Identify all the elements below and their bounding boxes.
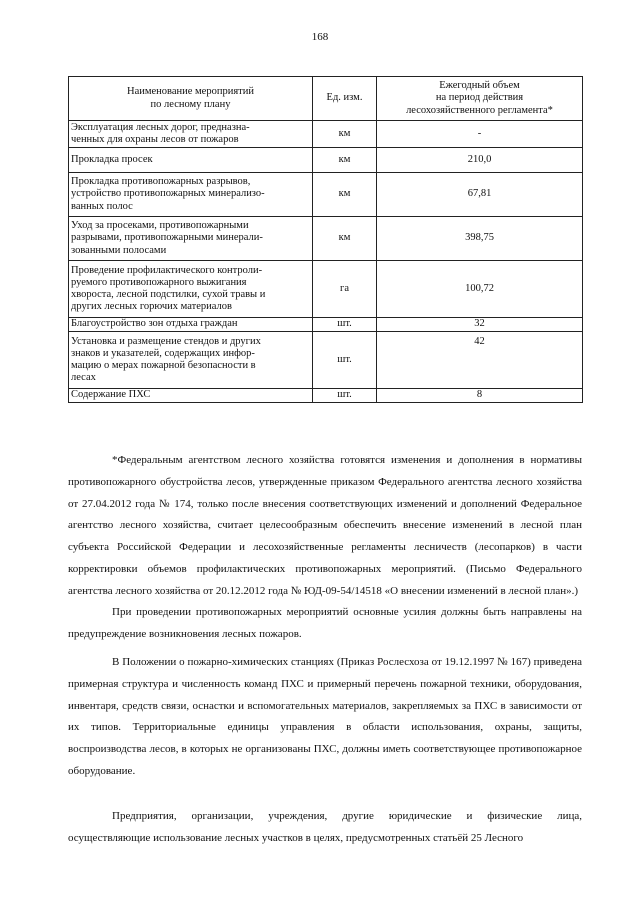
row-volume: 100,72 [377, 261, 583, 318]
row-unit: шт. [313, 332, 377, 389]
table-row [69, 173, 583, 217]
row-name: Проведение профилактического контроли- руемого противопожарного выжигания хвороста, лесной подстилки, сухой травы и других лесных горючих материалов [69, 261, 313, 318]
row-name: Содержание ПХС [69, 389, 313, 403]
footnote-text: *Федеральным агентством лесного хозяйства готовятся изменения и дополнения в нормативы противопожарного обустройства лесов, утвержденные приказом Федерального агентства лесного хозяйства от 27.04.2012 года № 174, только после внесения соответствующих изменений и дополнений Федеральное агентство лесного хозяйства, считает целесообразным обеспечить внесение изменений в лесной план субъекта Российской Федерации и лесохозяйственные регламенты лесничеств (лесопарков) в части корректировки объемов профилактических противопожарных мероприятий. (Письмо Федерального агентства лесного хозяйства от 20.12.2012 года № ЮД-09-54/14518 «О внесении изменений в лесной план».) [68, 454, 582, 597]
row-name: Прокладка просек [69, 148, 313, 173]
body-paragraph [68, 602, 582, 646]
row-volume: 67,81 [377, 173, 583, 217]
header-volume: Ежегодный объем на период действия лесохозяйственного регламента* [377, 77, 583, 121]
row-name: Эксплуатация лесных дорог, предназна- ченных для охраны лесов от пожаров [69, 121, 313, 148]
table-header-row [69, 77, 583, 121]
table-row [69, 318, 583, 332]
header-name: Наименование мероприятий по лесному плану [69, 77, 313, 121]
row-volume: 398,75 [377, 217, 583, 261]
page-number: 168 [311, 31, 329, 43]
header-unit: Ед. изм. [313, 77, 377, 121]
row-name: Установка и размещение стендов и других знаков и указателей, содержащих инфор- мацию о мерах пожарной безопасности в лесах [69, 332, 313, 389]
paragraph-text: В Положении о пожарно-химических станциях (Приказ Рослесхоза от 19.12.1997 № 167) приведена примерная структура и численность команд ПХС и примерный перечень пожарной техники, оборудования, инвентаря, средств связи, оснастки и вспомогательных материалов, закрепляемых за ПХС в зависимости от их типов. Территориальные единицы управления в области использования, охраны, защиты, воспроизводства лесов, в которых не организованы ПХС, должны иметь соответствующее противопожарное оборудование. [68, 656, 582, 777]
row-unit: шт. [313, 389, 377, 403]
table-row [69, 217, 583, 261]
row-volume: 210,0 [377, 148, 583, 173]
table-row [69, 121, 583, 148]
body-paragraph [68, 806, 582, 850]
table-row [69, 332, 583, 389]
body-paragraph [68, 652, 582, 783]
row-volume: 32 [377, 318, 583, 332]
row-unit: км [313, 148, 377, 173]
row-volume: 42 [377, 332, 583, 389]
row-volume: 8 [377, 389, 583, 403]
table-row [69, 148, 583, 173]
table-footnote [68, 450, 582, 603]
paragraph-text: При проведении противопожарных мероприятий основные усилия должны быть направлены на предупреждение возникновения лесных пожаров. [68, 606, 582, 640]
row-unit: га [313, 261, 377, 318]
row-unit: шт. [313, 318, 377, 332]
row-name: Благоустройство зон отдыха граждан [69, 318, 313, 332]
row-unit: км [313, 217, 377, 261]
row-unit: км [313, 173, 377, 217]
table-row [69, 261, 583, 318]
row-volume: - [377, 121, 583, 148]
fire-measures-table [68, 76, 583, 403]
row-name: Прокладка противопожарных разрывов, устройство противопожарных минерализо- ванных полос [69, 173, 313, 217]
paragraph-text: Предприятия, организации, учреждения, другие юридические и физические лица, осуществляющие использование лесных участков в целях, предусмотренных статьёй 25 Лесного [68, 810, 582, 844]
row-unit: км [313, 121, 377, 148]
table-row [69, 389, 583, 403]
row-name: Уход за просеками, противопожарными разрывами, противопожарными минерали- зованными полосами [69, 217, 313, 261]
